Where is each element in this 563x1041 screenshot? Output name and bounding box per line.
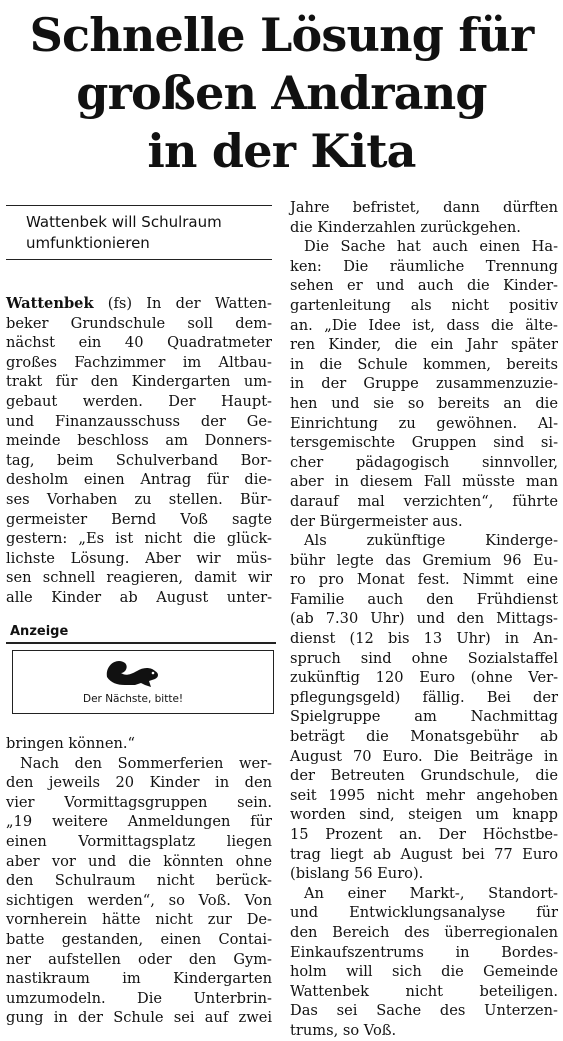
headline-line-3: in der Kita xyxy=(147,124,416,178)
article-line: sichtigen werden“, so Voß. Von xyxy=(6,891,272,909)
article-line: in der Gruppe zusammenzuzie- xyxy=(290,375,558,393)
headline xyxy=(8,6,555,180)
article-line: ren Kinder, die ein Jahr später xyxy=(290,336,558,354)
article-line: den Schulraum nicht berück- xyxy=(6,872,272,890)
dateline: Wattenbek xyxy=(6,295,94,312)
article-line: ses Vorhaben zu stellen. Bür- xyxy=(6,490,272,508)
ad-caption: Der Nächste, bitte! xyxy=(83,693,184,705)
article-line: (ab 7.30 Uhr) und den Mittags- xyxy=(290,610,558,628)
article-column-right xyxy=(290,198,558,1041)
subheadline-line-1: Wattenbek will Schulraum xyxy=(26,213,222,231)
article-line: gebaut werden. Der Haupt- xyxy=(6,392,272,410)
article-column-left-bottom xyxy=(6,734,272,1028)
article-column-left-top xyxy=(6,294,272,608)
article-line: den Bereich des überregionalen xyxy=(290,923,558,941)
article-line: worden sind, steigen um knapp xyxy=(290,806,558,824)
article-line: der Betreuten Grundschule, die xyxy=(290,767,558,785)
article-line: Familie auch den Frühdienst xyxy=(290,590,558,608)
article-line: holm will sich die Gemeinde xyxy=(290,963,558,981)
article-line: ken: Die räumliche Trennung xyxy=(290,257,558,275)
article-line: einen Vormittagsplatz liegen xyxy=(6,832,272,850)
article-line: nächst ein 40 Quadratmeter xyxy=(6,334,272,352)
article-line: meinde beschloss am Donners- xyxy=(6,432,272,450)
article-line: in die Schule kommen, bereits xyxy=(290,355,558,373)
article-line: Jahre befristet, dann dürften xyxy=(290,199,558,216)
article-line: Wattenbek nicht beteiligen. xyxy=(290,982,558,1000)
article-line: vornherein hätte nicht zur De- xyxy=(6,911,272,929)
article-line: desholm einen Antrag für die- xyxy=(6,471,272,489)
article-line: nastikraum im Kindergarten xyxy=(6,970,272,988)
article-line: umzumodeln. Die Unterbrin- xyxy=(6,989,272,1007)
article-line: tersgemischte Gruppen sind si- xyxy=(290,434,558,452)
article-line: beträgt die Monatsgebühr ab xyxy=(290,728,558,746)
article-line: 15 Prozent an. Der Höchstbe- xyxy=(290,826,558,843)
article-line: August 70 Euro. Die Beiträge in xyxy=(290,747,558,765)
article-line: gung in der Schule sei auf zwei xyxy=(6,1009,272,1027)
article-line: bringen können.“ xyxy=(6,735,135,752)
squirrel-icon xyxy=(103,655,163,691)
article-line: An einer Markt-, Standort- xyxy=(304,884,558,902)
article-line: Als zukünftige Kinderge- xyxy=(304,532,558,550)
advertisement[interactable] xyxy=(12,650,274,714)
article-line: hen und sie so bereits an die xyxy=(290,394,558,412)
article-line: cher pädagogisch sinnvoller, xyxy=(290,453,558,471)
article-line: großes Fachzimmer im Altbau- xyxy=(6,353,272,371)
article-line: Das sei Sache des Unterzen- xyxy=(290,1002,558,1020)
headline-line-2: großen Andrang xyxy=(76,66,487,120)
article-line: bühr legte das Gremium 96 Eu- xyxy=(290,551,558,569)
article-line: „19 weitere Anmeldungen für xyxy=(6,813,272,831)
article-line: Einrichtung zu gewöhnen. Al- xyxy=(290,414,558,432)
article-line: Die Sache hat auch einen Ha- xyxy=(304,238,558,256)
article-line: den jeweils 20 Kinder in den xyxy=(6,774,272,792)
article-line xyxy=(6,294,272,314)
article-line: und Finanzausschuss der Ge- xyxy=(6,412,272,430)
article-line: aber vor und die könnten ohne xyxy=(6,852,272,870)
article-line: Einkaufszentrums in Bordes- xyxy=(290,943,558,961)
article-line: batte gestanden, einen Contai- xyxy=(6,930,272,948)
article-line: sehen er und auch die Kinder- xyxy=(290,277,558,295)
article-line: beker Grundschule soll dem- xyxy=(6,314,272,332)
article-line: tag, beim Schulverband Bor- xyxy=(6,451,272,469)
article-line: trakt für den Kindergarten um- xyxy=(6,373,272,391)
article-line: gestern: „Es ist nicht die glück- xyxy=(6,530,272,548)
article-line: Nach den Sommerferien wer- xyxy=(20,754,272,772)
article-line: zukünftig 120 Euro (ohne Ver- xyxy=(290,669,558,687)
article-line: darauf mal verzichten“, führte xyxy=(290,492,558,510)
article-line: der Bürgermeister aus. xyxy=(290,512,463,530)
article-line: trag liegt ab August bei 77 Euro xyxy=(290,845,558,863)
article-line: pflegungsgeld) fällig. Bei der xyxy=(290,688,558,706)
headline-line-1: Schnelle Lösung für xyxy=(29,8,534,62)
article-line: Spielgruppe am Nachmittag xyxy=(290,708,558,726)
article-line: aber in diesem Fall müsste man xyxy=(290,473,558,491)
article-line: spruch sind ohne Sozialstaffel xyxy=(290,649,558,667)
article-line: ro pro Monat fest. Nimmt eine xyxy=(290,571,558,589)
article-line: lichste Lösung. Aber wir müs- xyxy=(6,549,272,567)
subheadline-line-2: umfunktionieren xyxy=(26,234,150,252)
article-line: (bislang 56 Euro). xyxy=(290,865,424,883)
article-line: an. „Die Idee ist, dass die älte- xyxy=(290,316,558,334)
article-line: alle Kinder ab August unter- xyxy=(6,588,272,606)
article-line: gartenleitung als nicht positiv xyxy=(290,296,558,314)
article-line: dienst (12 bis 13 Uhr) in An- xyxy=(290,630,558,648)
ad-label: Anzeige xyxy=(10,624,69,639)
article-line: germeister Bernd Voß sagte xyxy=(6,510,272,528)
ad-divider xyxy=(6,642,276,644)
article-line: trums, so Voß. xyxy=(290,1021,397,1039)
article-line: vier Vormittagsgruppen sein. xyxy=(6,793,272,811)
article-line: und Entwicklungsanalyse für xyxy=(290,904,558,922)
article-text: (fs) In der Watten- xyxy=(93,295,272,312)
article-line: seit 1995 nicht mehr angehoben xyxy=(290,786,558,804)
article-line: sen schnell reagieren, damit wir xyxy=(6,569,272,587)
article-line: ner aufstellen oder den Gym- xyxy=(6,950,272,968)
article-line: die Kinderzahlen zurückgehen. xyxy=(290,218,521,236)
subheadline-box xyxy=(6,205,272,260)
